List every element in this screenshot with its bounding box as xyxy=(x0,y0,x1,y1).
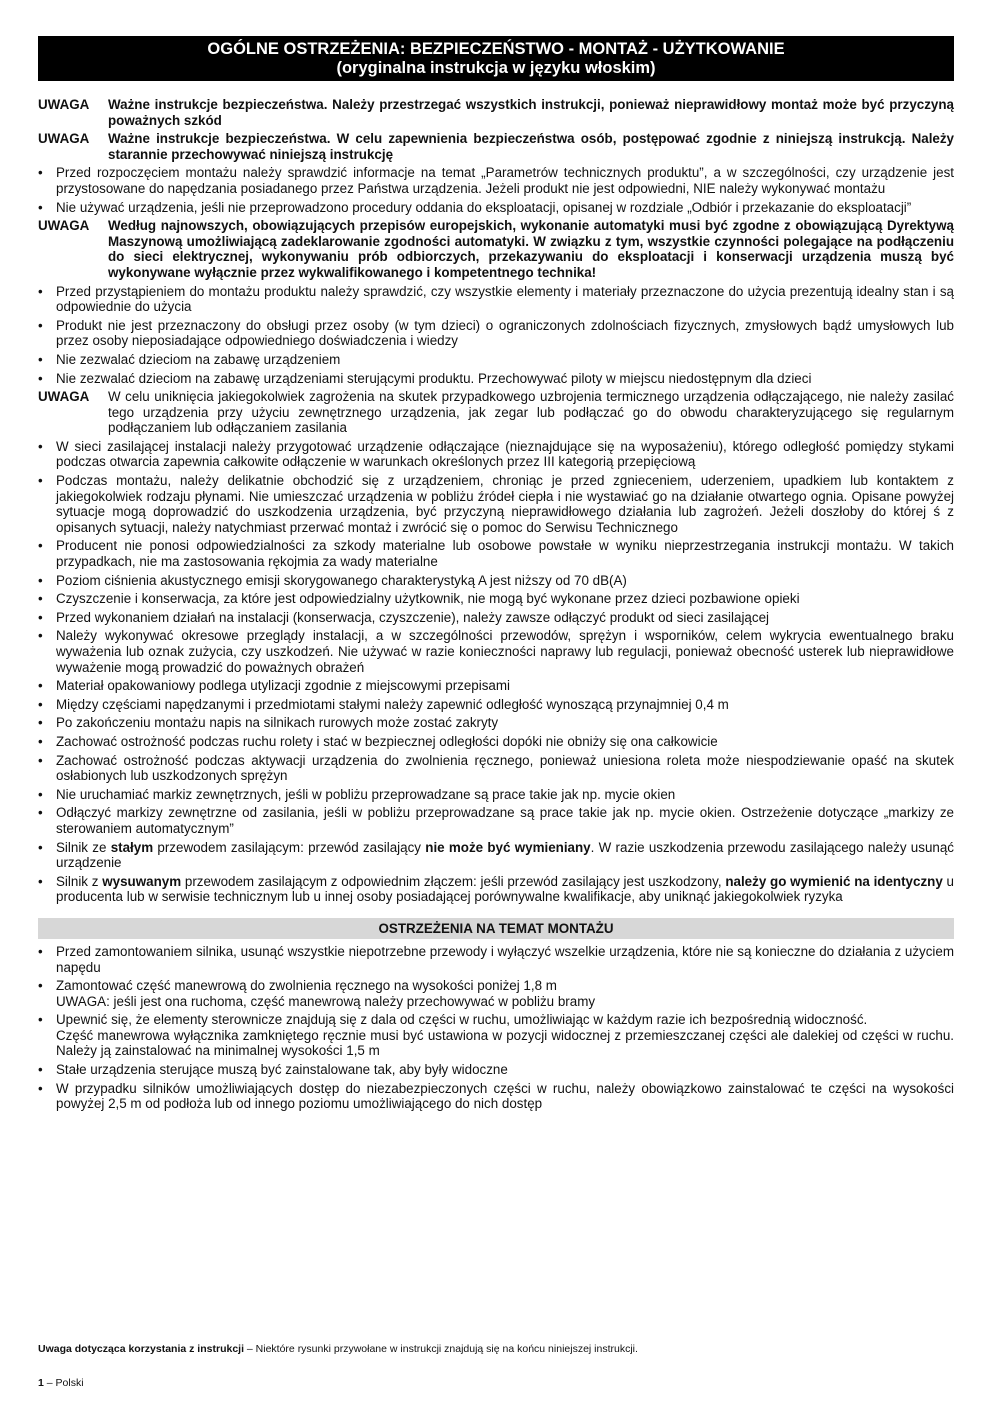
warning-item xyxy=(38,97,954,128)
list-item xyxy=(38,573,954,589)
list-item xyxy=(38,715,954,731)
bullet-icon: • xyxy=(38,943,43,959)
list-item xyxy=(38,538,954,569)
list-item xyxy=(38,787,954,803)
warning-text: Ważne instrukcje bezpieczeństwa. W celu zapewnienia bezpieczeństwa osób, postępować zgodnie z niniejszą instrukcją. Należy starannie przechowywać niniejszą instrukcję xyxy=(108,131,954,162)
page xyxy=(38,36,954,1115)
uwaga-label: UWAGA xyxy=(38,97,90,112)
list-item-text: Odłączyć markizy zewnętrzne od zasilania, jeśli w pobliżu przeprowadzane są prace takie jak np. mycie okien. Ostrzeżenie dotyczące „markizy ze sterowaniem automatycznym” xyxy=(56,805,954,836)
list-item xyxy=(38,200,954,216)
page-number xyxy=(38,1377,84,1389)
list-item-text: Czyszczenie i konserwacja, za które jest odpowiedzialny użytkownik, nie mogą być wykonane przez dzieci pozbawione opieki xyxy=(56,591,800,607)
general-warnings xyxy=(38,97,954,1112)
text-line: Część manewrowa wyłącznika zamkniętego ręcznie musi być ustawiona w pozycji widocznej z przemieszczanej części ale dalekiej od części w ruchu. Należy ją zainstalować na minimalnej wysokości 1,5 m xyxy=(56,1027,954,1059)
warning-item xyxy=(38,389,954,436)
list-item-text: Między częściami napędzanymi i przedmiotami stałymi należy zapewnić odległość wynoszącą przynajmniej 0,4 m xyxy=(56,696,729,712)
footer-note xyxy=(38,1343,638,1355)
list-item-text: Poziom ciśnienia akustycznego emisji skorygowanego charakterystyką A jest niższy od 70 dB(A) xyxy=(56,572,627,588)
list-item-text: Przed rozpoczęciem montażu należy sprawdzić informacje na temat „Parametrów technicznych produktu”, a w szczególności, czy urządzenie jest przystosowane do napędzania posiadanego przez Państwa urządzenia. Jeżeli produkt nie jest odpowiedni, NIE należy wykonywać montażu xyxy=(56,165,954,196)
uwaga-label: UWAGA xyxy=(38,218,90,234)
bullet-icon: • xyxy=(38,873,43,889)
bullet-icon: • xyxy=(38,572,43,588)
list-item-text: Przed przystąpieniem do montażu produktu należy sprawdzić, czy wszystkie elementy i materiały przeznaczone do użycia prezentują idealny stan i są odpowiednie do użycia xyxy=(56,283,954,315)
list-item-text: Stałe urządzenia sterujące muszą być zainstalowane tak, aby były widoczne xyxy=(56,1062,508,1078)
warning-text: Ważne instrukcje bezpieczeństwa. Należy przestrzegać wszystkich instrukcji, ponieważ nieprawidłowy montaż może być przyczyną poważnych szkód xyxy=(108,97,954,128)
page-title xyxy=(38,36,954,81)
bullet-icon: • xyxy=(38,696,43,712)
list-item-text: Podczas montażu, należy delikatnie obchodzić się z urządzeniem, chroniąc je przed zgnieceniem, uderzeniem, upadkiem lub kontaktem z jakiegokolwiek rodzaju płynami. Nie umieszczać urządzenia w pobliżu źródeł ciepła i nie wystawiać go na działanie otwartego ognia. Opisane powyżej sytuacje mogą doprowadzić do uszkodzenia urządzenia, być przyczyną nieprawidłowego działania lub zagrożeń. Jeżeli doszłoby do której ś z opisanych sytuacji, należy natychmiast przerwać montaż i zwrócić się o pomoc do Serwisu Technicznego xyxy=(56,473,954,535)
list-item xyxy=(38,753,954,784)
list-item xyxy=(38,439,954,470)
warning-text: W celu uniknięcia jakiegokolwiek zagrożenia na skutek przypadkowego uzbrojenia termicznego urządzenia odłączającego, nie należy zasilać tego urządzenia przy użyciu zewnętrznego urządzenia, jak zegar lub podłączać go do obwodu charakteryzującego się regularnym podłączaniem lub odłączaniem zasilania xyxy=(108,389,954,436)
bullet-icon: • xyxy=(38,733,43,749)
text-run-bold: należy go wymienić na identyczny xyxy=(725,873,943,889)
list-item-text xyxy=(56,874,954,905)
page-language: – Polski xyxy=(43,1377,84,1389)
list-item-text xyxy=(56,978,954,1009)
list-item xyxy=(38,165,954,196)
list-item-text: W sieci zasilającej instalacji należy przygotować urządzenie odłączające (nieznajdujące się na wyposażeniu), którego odległość pomiędzy stykami podczas otwarcia zapewnia całkowite odłączenie w warunkach określonych przez III kategorią przepięciową xyxy=(56,438,954,470)
text-run: u producenta lub w serwisie technicznym lub u innej osoby posiadającej porównywalne kwalifikacje, aby uniknąć jakiegokolwiek ryzyka xyxy=(56,873,954,905)
bullet-icon: • xyxy=(38,165,43,181)
list-item xyxy=(38,284,954,315)
list-item-text: W przypadku silników umożliwiających dostęp do niezabezpieczonych części w ruchu, należy obowiązkowo zainstalować te części na wysokości powyżej 2,5 m od podłoża lub od innego poziomu umożliwiającego do nich dostęp xyxy=(56,1080,954,1112)
list-item xyxy=(38,318,954,349)
list-item-text: Materiał opakowaniowy podlega utylizacji zgodnie z miejscowymi przepisami xyxy=(56,678,510,694)
text-run-bold: wysuwanym xyxy=(102,873,182,889)
bullet-icon: • xyxy=(38,538,43,554)
page-number-value: 1 xyxy=(38,1377,44,1389)
bullet-icon: • xyxy=(38,438,43,454)
bullet-icon: • xyxy=(38,628,43,644)
text-line: Zamontować część manewrową do zwolnienia ręcznego na wysokości poniżej 1,8 m xyxy=(56,978,557,994)
list-item xyxy=(38,591,954,607)
footer-note-bold: Uwaga dotycząca korzystania z instrukcji xyxy=(38,1343,244,1355)
text-run-bold: stałym xyxy=(110,839,154,855)
uwaga-label: UWAGA xyxy=(38,389,90,405)
warning-item xyxy=(38,131,954,162)
list-item-text: Przed wykonaniem działań na instalacji (konserwacja, czyszczenie), należy zawsze odłączyć produkt od sieci zasilającej xyxy=(56,609,769,625)
list-item xyxy=(38,1081,954,1112)
bullet-icon: • xyxy=(38,715,43,731)
list-item-text: Należy wykonywać okresowe przeglądy instalacji, a w szczególności przewodów, sprężyn i wsporników, celem wykrycia ewentualnego braku wyważenia lub oznak zużycia, czy uszkodzeń. Nie używać w razie konieczności naprawy lub regulacji, ponieważ obecność usterek lub nieprawidłowe wyważenie mogą prowadzić do poważnych obrażeń xyxy=(56,628,954,675)
list-item-text: Nie zezwalać dzieciom na zabawę urządzeniem xyxy=(56,351,341,367)
title-line-1: OGÓLNE OSTRZEŻENIA: BEZPIECZEŃSTWO - MONTAŻ - UŻYTKOWANIE xyxy=(207,40,785,58)
bullet-icon: • xyxy=(38,609,43,625)
section-title: OSTRZEŻENIA NA TEMAT MONTAŻU xyxy=(38,918,954,939)
bullet-icon: • xyxy=(38,1080,43,1096)
list-item xyxy=(38,628,954,675)
list-item xyxy=(38,805,954,836)
bullet-icon: • xyxy=(38,678,43,694)
list-item xyxy=(38,697,954,713)
list-item-text: Nie zezwalać dzieciom na zabawę urządzeniami sterującymi produktu. Przechowywać piloty w miejscu niedostępnym dla dzieci xyxy=(56,370,812,386)
text-run: . W razie uszkodzenia przewodu zasilającego należy usunąć urządzenie xyxy=(56,839,954,871)
bullet-icon: • xyxy=(38,283,43,299)
bullet-icon: • xyxy=(38,786,43,802)
list-item-text: Zachować ostrożność podczas aktywacji urządzenia do zwolnienia ręcznego, ponieważ uniesiona roleta może niespodziewanie opaść na skutek osłabionych lub uszkodzonych sprężyn xyxy=(56,752,954,784)
list-item-text: Po zakończeniu montażu napis na silnikach rurowych może zostać zakryty xyxy=(56,715,499,731)
warning-item xyxy=(38,218,954,280)
bullet-icon: • xyxy=(38,839,43,855)
list-item xyxy=(38,610,954,626)
title-line-2: (oryginalna instrukcja w języku włoskim) xyxy=(336,59,656,77)
list-item xyxy=(38,473,954,535)
list-item xyxy=(38,734,954,750)
text-run: Silnik ze xyxy=(56,839,111,855)
list-item-text: Przed zamontowaniem silnika, usunąć wszystkie niepotrzebne przewody i wyłączyć wszelkie urządzenia, które nie są konieczne do działania z użyciem napędu xyxy=(56,943,954,975)
list-item-text: Nie używać urządzenia, jeśli nie przeprowadzono procedury oddania do eksploatacji, opisanej w rozdziale „Odbiór i przekazanie do eksploatacji” xyxy=(56,199,912,215)
list-item xyxy=(38,840,954,871)
list-item xyxy=(38,978,954,1009)
list-item xyxy=(38,1012,954,1059)
text-run: Silnik z xyxy=(56,873,103,889)
bullet-icon: • xyxy=(38,317,43,333)
list-item xyxy=(38,874,954,905)
list-item xyxy=(38,944,954,975)
list-item-text xyxy=(56,1012,954,1059)
list-item xyxy=(38,352,954,368)
list-item-text: Nie uruchamiać markiz zewnętrznych, jeśli w pobliżu przeprowadzane są prace takie jak np. mycie okien xyxy=(56,786,676,802)
bullet-icon: • xyxy=(38,351,43,367)
list-item-text: Zachować ostrożność podczas ruchu rolety i stać w bezpiecznej odległości dopóki nie obniży się ona całkowicie xyxy=(56,733,718,749)
uwaga-label: UWAGA xyxy=(38,131,90,147)
footer-note-text: – Niektóre rysunki przywołane w instrukcji znajdują się na końcu niniejszej instrukcji. xyxy=(244,1343,638,1355)
list-item-text: Produkt nie jest przeznaczony do obsługi przez osoby (w tym dzieci) o ograniczonych zdolnościach fizycznych, zmysłowych bądź umysłowych lub przez osoby nieposiadające odpowiedniego doświadczenia i wiedzy xyxy=(56,317,954,349)
list-item-text: Producent nie ponosi odpowiedzialności za szkody materialne lub osobowe powstałe w wyniku nieprzestrzegania instrukcji montażu. W takich przypadkach, nie ma zastosowania rękojmia za wady materialne xyxy=(56,538,954,570)
text-run: przewodem zasilającym: przewód zasilający xyxy=(153,839,426,855)
warning-text: Według najnowszych, obowiązujących przepisów europejskich, wykonanie automatyki musi być zgodne z obowiązującą Dyrektywą Maszynową umożliwiającą zadeklarowanie zgodności automatyki. W związku z tym, wszystkie czynności polegające na podłączeniu do sieci elektrycznej, wykonywaniu prób odbiorczych, przekazywaniu do eksploatacji i konserwacji urządzenia muszą być wykonywane wyłącznie przez wykwalifikowanego i kompetentnego technika! xyxy=(108,218,954,280)
bullet-icon: • xyxy=(38,752,43,768)
bullet-icon: • xyxy=(38,370,43,386)
text-run: przewodem zasilającym z odpowiednim złączem: jeśli przewód zasilający jest uszkodzony, xyxy=(181,873,726,889)
list-item xyxy=(38,371,954,387)
list-item xyxy=(38,1062,954,1078)
bullet-icon: • xyxy=(38,1062,43,1078)
bullet-icon: • xyxy=(38,591,43,607)
list-item xyxy=(38,678,954,694)
text-line: UWAGA: jeśli jest ona ruchoma, część manewrową należy przechowywać w pobliżu bramy xyxy=(56,993,596,1009)
bullet-icon: • xyxy=(38,199,43,215)
bullet-icon: • xyxy=(38,978,43,994)
bullet-icon: • xyxy=(38,473,43,489)
bullet-icon: • xyxy=(38,1012,43,1028)
bullet-icon: • xyxy=(38,805,43,821)
text-line: Upewnić się, że elementy sterownicze znajdują się z dala od części w ruchu, umożliwiając w każdym razie ich bezpośrednią widoczność. xyxy=(56,1012,868,1028)
text-run-bold: nie może być wymieniany xyxy=(425,839,591,855)
list-item-text xyxy=(56,840,954,871)
